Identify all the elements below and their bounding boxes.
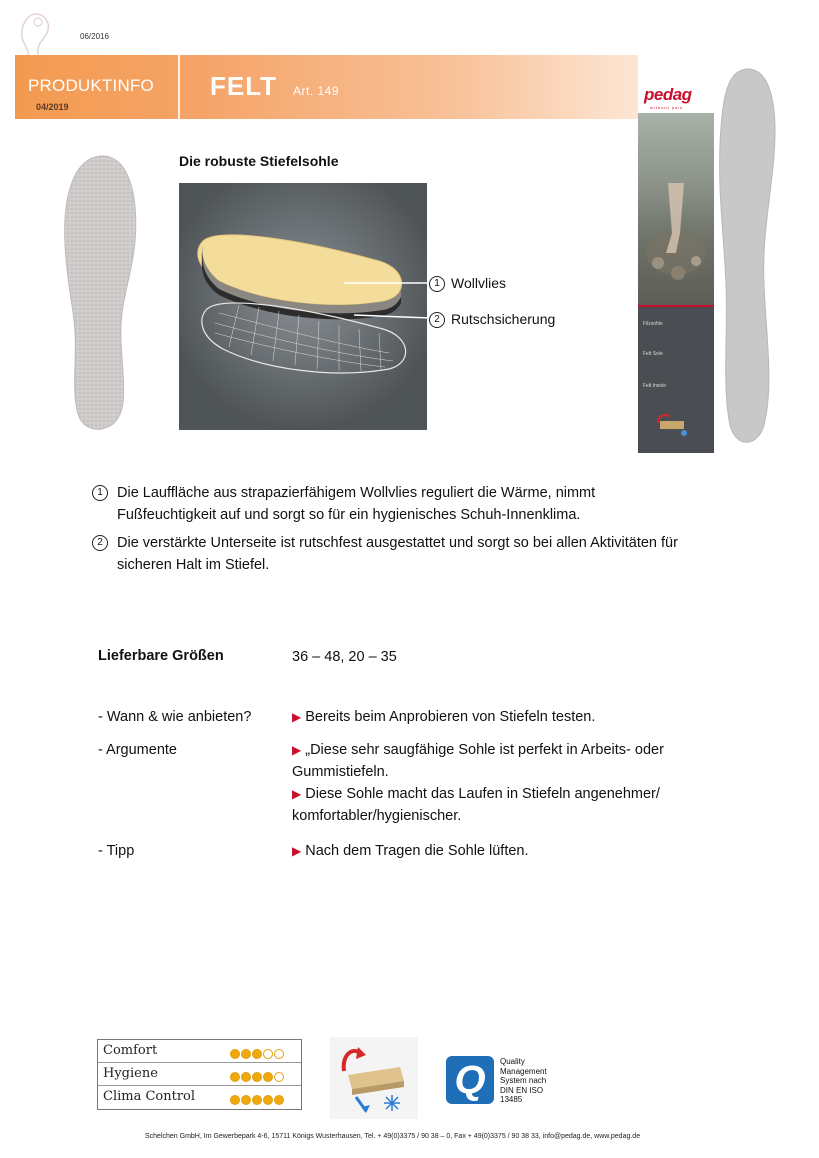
product-subtitle: Die robuste Stiefelsohle <box>179 153 339 169</box>
tip-value <box>292 840 742 862</box>
args-label: - Argumente <box>98 742 177 758</box>
callout-number: 1 <box>429 276 445 292</box>
rating-box <box>97 1039 302 1110</box>
header-divider <box>178 55 180 119</box>
card-info-panel <box>638 305 714 568</box>
rating-label: Comfort <box>103 1043 158 1058</box>
product-card <box>638 55 784 568</box>
card-climate-icon <box>652 411 692 439</box>
rating-dot-filled <box>241 1049 251 1059</box>
quality-line: DIN EN ISO <box>500 1085 544 1095</box>
callout-number: 2 <box>429 312 445 328</box>
pedag-tagline: without pain <box>650 105 684 110</box>
arrow-icon: ▶ <box>292 743 302 757</box>
rating-dots <box>230 1069 285 1080</box>
rating-dot-filled <box>230 1049 240 1059</box>
quality-text <box>500 1057 580 1105</box>
rating-dot-empty <box>263 1049 273 1059</box>
rating-row-clima-control <box>98 1086 301 1109</box>
argument-text: Diese Sohle macht das Laufen in Stiefeln angenehmer/ komfortabler/hygienischer. <box>292 786 660 824</box>
description-number: 2 <box>92 535 108 551</box>
rating-dot-filled <box>252 1049 262 1059</box>
card-photo <box>638 113 714 305</box>
rating-row-comfort <box>98 1040 301 1063</box>
rating-row-hygiene <box>98 1063 301 1086</box>
when-label: - Wann & wie anbieten? <box>98 709 252 725</box>
sizes-label: Lieferbare Größen <box>98 648 224 664</box>
description-text: Die verstärkte Unterseite ist rutschfest ausgestattet und sorgt so bei allen Aktivitäten für sicheren Halt im Stiefel. <box>117 535 678 573</box>
arrow-icon: ▶ <box>292 787 302 801</box>
sizes-value: 36 – 48, 20 – 35 <box>292 649 397 665</box>
argument-text: „Diese sehr saugfähige Sohle ist perfekt in Arbeits- oder Gummistiefeln. <box>292 742 664 780</box>
description-text: Die Lauffläche aus strapazierfähigem Wollvlies reguliert die Wärme, nimmt Fußfeuchtigkeit auf und sorgt so für ein hygienisches Schuh-Innenklima. <box>117 485 596 523</box>
arrow-icon: ▶ <box>292 710 302 724</box>
rating-dots <box>230 1092 285 1103</box>
rating-dot-filled <box>230 1095 240 1105</box>
quality-line: Quality <box>500 1057 525 1066</box>
quality-letter: Q <box>454 1058 486 1102</box>
document-date-top: 06/2016 <box>80 32 109 41</box>
rating-dot-empty <box>274 1072 284 1082</box>
rating-dot-filled <box>241 1095 251 1105</box>
argument-item <box>292 783 742 827</box>
rating-dot-filled <box>263 1072 273 1082</box>
callout-wollvlies <box>429 275 506 292</box>
description-item <box>92 482 692 526</box>
tip-text: Nach dem Tragen die Sohle lüften. <box>305 843 529 859</box>
card-insole-image <box>714 65 782 453</box>
quality-badge <box>446 1056 494 1104</box>
rating-dots <box>230 1046 285 1057</box>
callout-rutschsicherung <box>429 311 555 328</box>
quality-line: 13485 <box>500 1095 523 1104</box>
callout-label: Rutschsicherung <box>451 311 556 327</box>
quality-line: System nach <box>500 1076 547 1085</box>
description-item <box>92 532 692 576</box>
rating-dot-empty <box>274 1049 284 1059</box>
product-cross-section-image <box>179 183 427 430</box>
card-line: Felt Sole <box>643 351 663 357</box>
rating-dot-filled <box>230 1072 240 1082</box>
rating-dot-filled <box>263 1095 273 1105</box>
pedag-logo: pedag <box>644 85 692 104</box>
quality-line: Management <box>500 1066 547 1076</box>
product-name: FELT <box>210 71 278 101</box>
when-value <box>292 706 742 728</box>
card-line: Felt Insole <box>643 383 667 389</box>
callout-label: Wollvlies <box>451 275 506 291</box>
insole-image <box>55 152 145 432</box>
article-number: Art. 149 <box>293 84 340 98</box>
card-divider <box>638 305 714 307</box>
header-date: 04/2019 <box>36 102 69 112</box>
rating-dot-filled <box>274 1095 284 1105</box>
when-text: Bereits beim Anprobieren von Stiefeln testen. <box>305 709 596 725</box>
rating-label: Hygiene <box>103 1066 158 1081</box>
rating-dot-filled <box>241 1072 251 1082</box>
rating-dot-filled <box>252 1095 262 1105</box>
tip-label: - Tipp <box>98 843 135 859</box>
footer-address: Schelchen GmbH, Im Gewerbepark 4-6, 15711 Königs Wusterhausen, Tel. + 49(0)3375 / 90 38 – 0, Fax + 49(0)3375 / 90 38 33, info@pedag.de, www.pedag.de <box>145 1133 641 1140</box>
args-value <box>292 739 742 827</box>
rating-dot-filled <box>252 1072 262 1082</box>
argument-item <box>292 739 742 783</box>
arrow-icon: ▶ <box>292 844 302 858</box>
card-line: Filzsohle <box>643 321 663 327</box>
climate-control-icon <box>330 1037 418 1119</box>
section-label: PRODUKTINFO <box>28 76 154 95</box>
rating-label: Clima Control <box>103 1089 196 1104</box>
card-title: FELT <box>643 562 658 568</box>
description-number: 1 <box>92 485 108 501</box>
